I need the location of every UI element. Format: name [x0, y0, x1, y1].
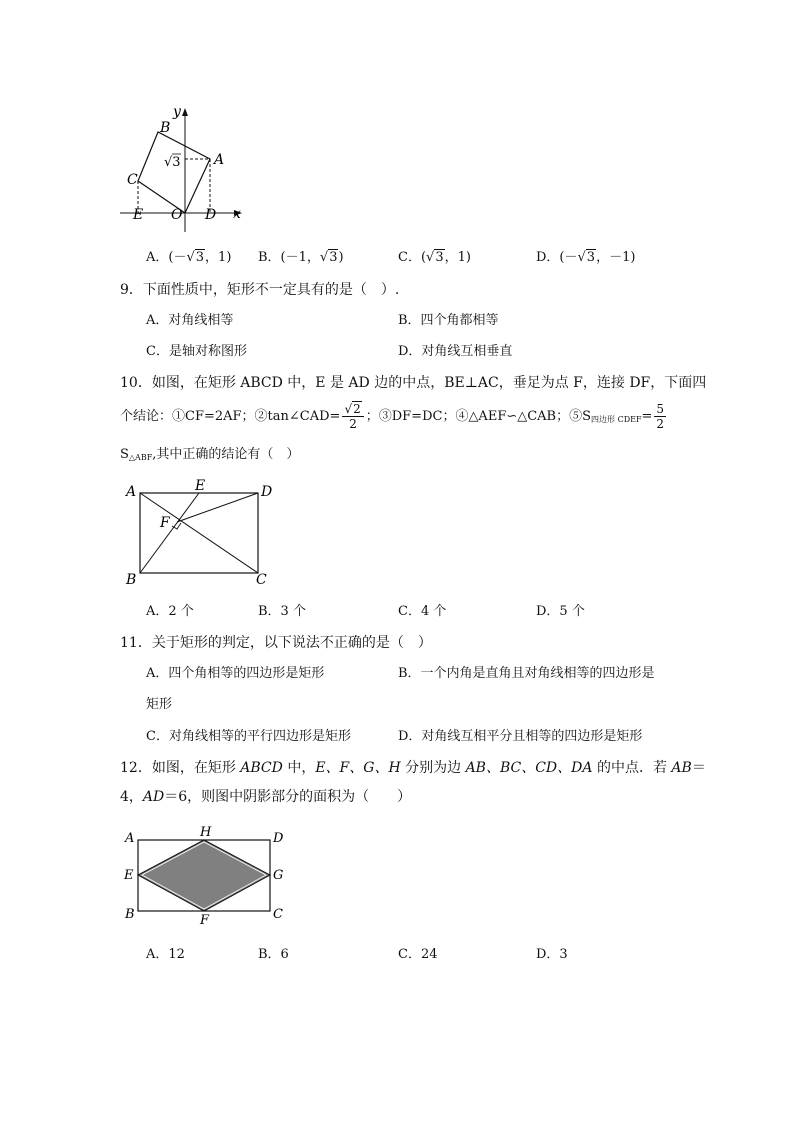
- label-c: C: [273, 907, 283, 922]
- label-f: F: [160, 515, 170, 531]
- q11-option-c[interactable]: C．对角线相等的平行四边形是矩形: [146, 729, 351, 744]
- q12-option-b[interactable]: B．6: [258, 947, 289, 962]
- q12-option-d[interactable]: D．3: [536, 947, 568, 962]
- q10-option-d[interactable]: D．5 个: [536, 604, 585, 619]
- q8-coordinate-figure: [110, 100, 260, 240]
- label-x: x: [233, 206, 241, 222]
- label-d: D: [273, 831, 284, 846]
- q12-rectangle-figure: [118, 822, 298, 930]
- q9-option-b[interactable]: B．四个角都相等: [398, 313, 499, 328]
- q8-option-a[interactable]: A．(－√3，1): [146, 250, 232, 265]
- label-b: B: [126, 572, 137, 588]
- q11-option-b-cont: 矩形: [146, 697, 173, 712]
- q8-option-c[interactable]: C．(√3，1): [398, 250, 471, 265]
- q12-option-c[interactable]: C．24: [398, 947, 438, 962]
- q9-stem: 9．下面性质中，矩形不一定具有的是（ ）.: [120, 282, 400, 298]
- label-f: F: [200, 913, 210, 928]
- segment-be: [140, 493, 199, 573]
- label-a: A: [214, 152, 225, 168]
- q10-statement-cont: $S_{\triangle ABF}$,其中正确的结论有（ ）: [120, 447, 300, 462]
- q10-statements: 个结论：①CF=2AF；②tan∠CAD= $\frac{√2}{2}$ ；③DF=DC；④△AEF∽△CAB；$⑤S_{四边形 CDEF}=$ $\frac{5}{2}$: [120, 402, 665, 431]
- q12-stem-line2: 4，AD＝6，则图中阴影部分的面积为（ ）: [120, 789, 412, 805]
- label-d: D: [261, 484, 273, 500]
- label-b: B: [160, 120, 171, 136]
- label-g: G: [273, 868, 284, 883]
- q11-option-a[interactable]: A．四个角相等的四边形是矩形: [146, 666, 325, 681]
- label-o: O: [171, 207, 183, 223]
- q12-option-a[interactable]: A．12: [146, 947, 185, 962]
- q11-stem: 11．关于矩形的判定，以下说法不正确的是（ ）: [120, 635, 432, 651]
- q8-option-d[interactable]: D．(－√3，－1): [536, 250, 636, 265]
- q9-option-a[interactable]: A．对角线相等: [146, 313, 234, 328]
- label-e: E: [133, 207, 144, 223]
- label-c: C: [127, 172, 138, 188]
- q10-option-a[interactable]: A．2 个: [146, 604, 194, 619]
- q8-option-b[interactable]: B．(－1，√3): [258, 250, 344, 265]
- label-sqrt3: √3: [164, 155, 181, 170]
- q10-option-b[interactable]: B．3 个: [258, 604, 306, 619]
- q11-option-d[interactable]: D．对角线互相平分且相等的四边形是矩形: [398, 729, 643, 744]
- q11-option-b[interactable]: B．一个内角是直角且对角线相等的四边形是: [398, 666, 655, 681]
- label-e: E: [124, 868, 134, 883]
- q10-stem: 10．如图，在矩形 ABCD 中，E 是 AD 边的中点，BE⊥AC，垂足为点 F，连接 DF，下面四: [120, 375, 707, 391]
- q10-option-c[interactable]: C．4 个: [398, 604, 447, 619]
- segment-df: [177, 493, 258, 522]
- label-y: y: [173, 104, 181, 120]
- q9-option-d[interactable]: D．对角线互相垂直: [398, 344, 513, 359]
- label-a: A: [125, 831, 135, 846]
- q10-rectangle-figure: [120, 476, 280, 591]
- label-e: E: [195, 478, 206, 494]
- label-h: H: [200, 825, 212, 840]
- label-b: B: [125, 907, 135, 922]
- square-oabc: [138, 132, 210, 213]
- label-d: D: [205, 207, 217, 223]
- q12-stem-line1: 12．如图，在矩形 ABCD 中，E、F、G、H 分别为边 AB、BC、CD、DA 的中点．若 AB＝: [120, 760, 706, 776]
- q9-option-c[interactable]: C．是轴对称图形: [146, 344, 247, 359]
- y-axis-arrow: [182, 108, 188, 116]
- shaded-rhombus: [138, 840, 270, 911]
- label-c: C: [256, 572, 267, 588]
- label-a: A: [126, 484, 137, 500]
- diagonal-ac: [140, 493, 258, 573]
